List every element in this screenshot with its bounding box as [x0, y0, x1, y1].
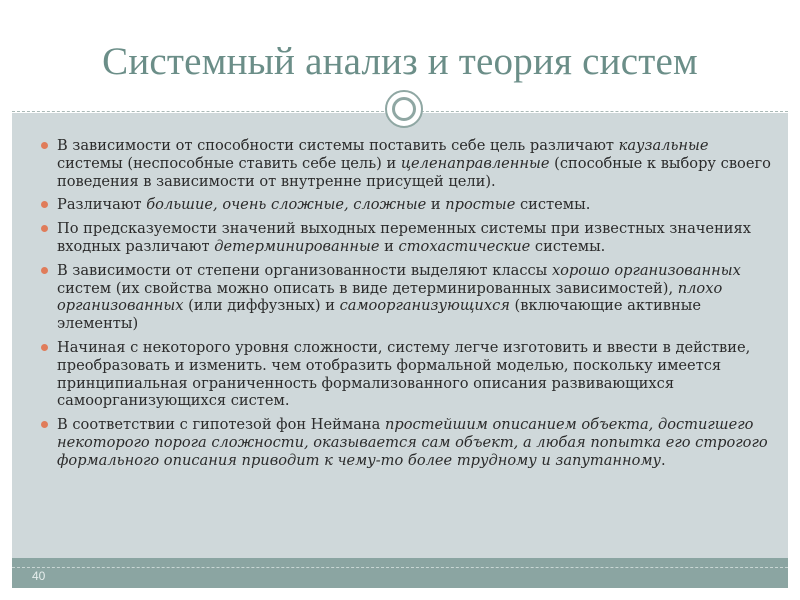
bullet-text: и	[426, 196, 446, 214]
bullet-text: .	[661, 451, 666, 469]
bullet-text: (включающие активные элементы)	[57, 297, 701, 333]
bullet-dot-icon	[41, 267, 48, 274]
bullet-text: Различают	[57, 196, 147, 214]
bullet-text: В зависимости от способности системы поставить себе цель различают	[57, 137, 619, 154]
bullet-text: и	[379, 237, 399, 255]
bullet-dot-icon	[41, 225, 48, 232]
bullet-text: Начиная с некоторого уровня сложности, систему легче изготовить и ввести в действие, преобразовать и изменить. чем отобразить формальной моделью, поскольку имеется принципиальная ограниченность формализованного описания развивающихся самоорганизующихся систем.	[57, 338, 751, 410]
bullet-dot-icon	[41, 142, 48, 149]
bullet-text: В зависимости от степени организованности выделяют классы	[57, 261, 552, 279]
bullet-text: системы.	[530, 237, 606, 255]
bullet-text: системы.	[515, 196, 591, 214]
emphasis-text: детерминированные	[214, 237, 380, 255]
content-area	[42, 137, 772, 476]
bullet-text: (способные к выбору своего поведения в зависимости от внутренне присущей цели).	[57, 154, 771, 190]
bullet-text: В соответствии с гипотезой фон Неймана	[57, 416, 385, 434]
emphasis-text: хорошо организованных	[551, 261, 741, 279]
emphasis-text: целенаправленные	[400, 154, 550, 172]
bullet-item	[42, 220, 772, 256]
bullet-text: системы (неспособные ставить себе цель) и	[57, 154, 401, 172]
footer-divider	[12, 567, 788, 568]
bullet-dot-icon	[41, 421, 48, 428]
bullet-dot-icon	[41, 201, 48, 208]
slide-title: Системный анализ и теория систем	[102, 40, 698, 83]
bullet-text: По предсказуемости значений выходных переменных системы при известных значениях входных различают	[57, 220, 751, 255]
bullet-item	[42, 137, 772, 190]
footer-bar	[12, 558, 788, 588]
bullet-text: систем (их свойства можно описать в виде детерминированных зависимостей),	[57, 279, 678, 297]
emphasis-text: простейшим описанием объекта, достигшего некоторого порога сложности, оказывается сам объект, а любая попытка его строгого формального описания приводит к чему-то более трудному и запутанному	[57, 416, 768, 469]
page-number: 40	[32, 569, 46, 583]
bullet-text: (или диффузных) и	[183, 297, 340, 315]
bullet-list	[42, 137, 772, 470]
bullet-dot-icon	[41, 344, 48, 351]
slide	[12, 13, 788, 588]
emphasis-text: каузальные	[618, 137, 709, 154]
emphasis-text: самоорганизующихся	[339, 297, 510, 315]
emphasis-text: простые	[445, 196, 516, 214]
circle-emblem-inner	[392, 97, 416, 121]
bullet-item	[42, 262, 772, 333]
emphasis-text: стохастические	[398, 237, 531, 255]
circle-emblem-icon	[385, 90, 423, 128]
emphasis-text: плохо организованных	[57, 279, 723, 315]
bullet-item	[42, 339, 772, 410]
bullet-item	[42, 416, 772, 469]
bullet-item	[42, 196, 772, 214]
emphasis-text: большие, очень сложные, сложные	[146, 196, 427, 214]
